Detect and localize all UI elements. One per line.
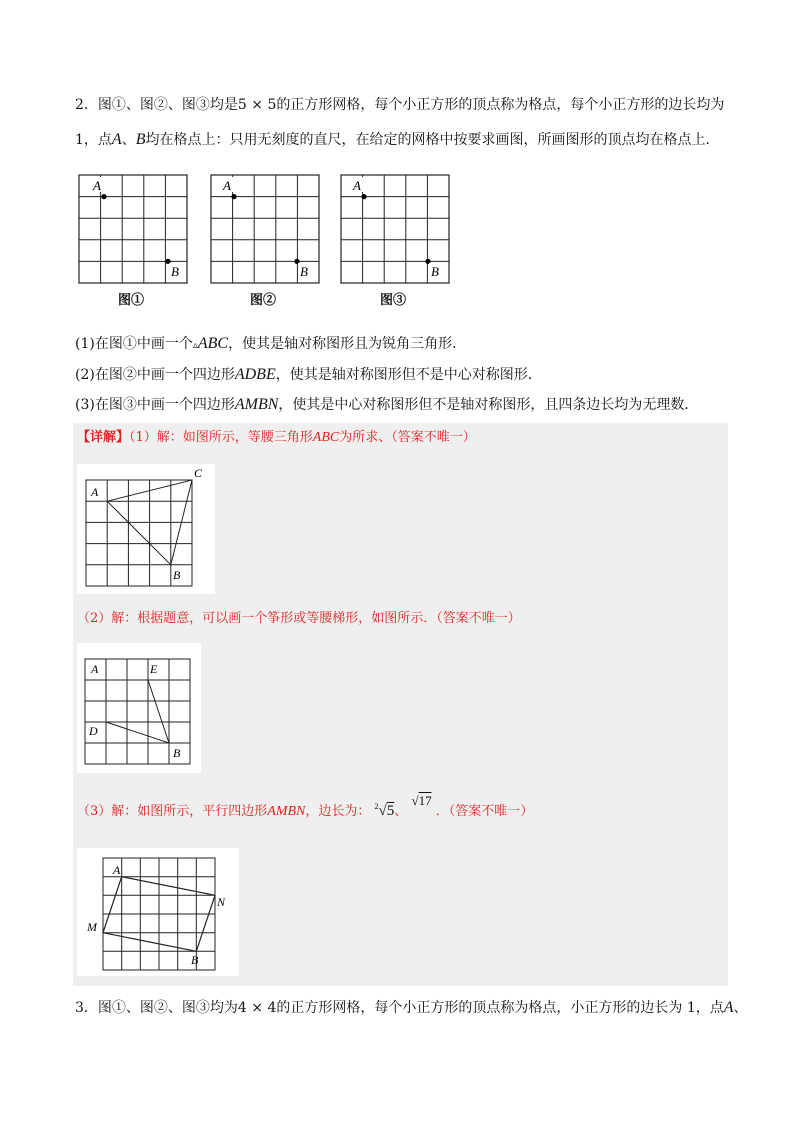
label-m: M: [87, 920, 97, 934]
label-b: B: [191, 953, 199, 967]
label-a: A: [223, 178, 231, 193]
label-a: A: [93, 178, 101, 193]
answer-fig-1: [77, 464, 215, 594]
quadrilateral-adbe: [106, 680, 169, 743]
answer-3-text: （3）解：如图所示，平行四边形AMBN，边长为： $^2$√5、 √17 ．（答案不唯一）: [77, 793, 534, 819]
radical-1: $^2$√5: [374, 802, 395, 819]
problem-grid-1: [78, 174, 190, 290]
caption-fig-3: 图③: [380, 293, 407, 308]
label-b: B: [173, 568, 181, 582]
answer-2-text: （2）解：根据题意，可以画一个筝形或等腰梯形，如图所示．（答案不唯一）: [77, 611, 521, 626]
label-a: A: [353, 178, 361, 193]
question-2: (2)在图②中画一个四边形ADBE，使其是轴对称图形但不是中心对称图形．: [75, 366, 542, 383]
problem-grid-3: [340, 174, 452, 290]
question-3: (3)在图③中画一个四边形AMBN，使其是中心对称图形但不是轴对称图形，且四条边长均为无理数．: [75, 396, 699, 413]
problem3-line1: 3．图①、图②、图③均为4 × 4的正方形网格，每个小正方形的顶点称为格点，小正方形的边长为 1，点A、: [75, 999, 748, 1016]
point-a: [231, 194, 236, 199]
label-d: D: [89, 724, 98, 738]
label-e: E: [150, 662, 158, 676]
label-a: A: [91, 485, 99, 499]
label-n: N: [217, 895, 226, 909]
caption-fig-1: 图①: [118, 293, 145, 308]
label-b: B: [173, 746, 181, 760]
radical-2: √17: [411, 793, 432, 808]
label-b: B: [171, 264, 179, 279]
point-a: [361, 194, 366, 199]
label-b: B: [300, 264, 308, 279]
question-1: (1)在图①中画一个▵ABC，使其是轴对称图形且为锐角三角形．: [75, 335, 467, 352]
answer-block: [73, 423, 728, 986]
problem-grid-2: [210, 174, 322, 290]
label-c: C: [194, 466, 203, 480]
label-a: A: [91, 662, 99, 676]
label-b: B: [431, 264, 439, 279]
label-a: A: [113, 863, 121, 877]
answer-fig-3: [77, 848, 239, 976]
point-a: [101, 194, 106, 199]
answer-1-text: 【详解】（1）解：如图所示，等腰三角形ABC为所求、（答案不唯一）: [77, 430, 476, 445]
caption-fig-2: 图②: [250, 293, 277, 308]
problem2-line1: 2．图①、图②、图③均是5 × 5的正方形网格，每个小正方形的顶点称为格点，每个小正方形的边长均为: [75, 97, 725, 113]
problem2-line2: 1，点A、B均在格点上：只用无刻度的直尺，在给定的网格中按要求画图，所画图形的顶点均在格点上．: [75, 131, 720, 148]
answer-fig-2: [77, 643, 201, 773]
